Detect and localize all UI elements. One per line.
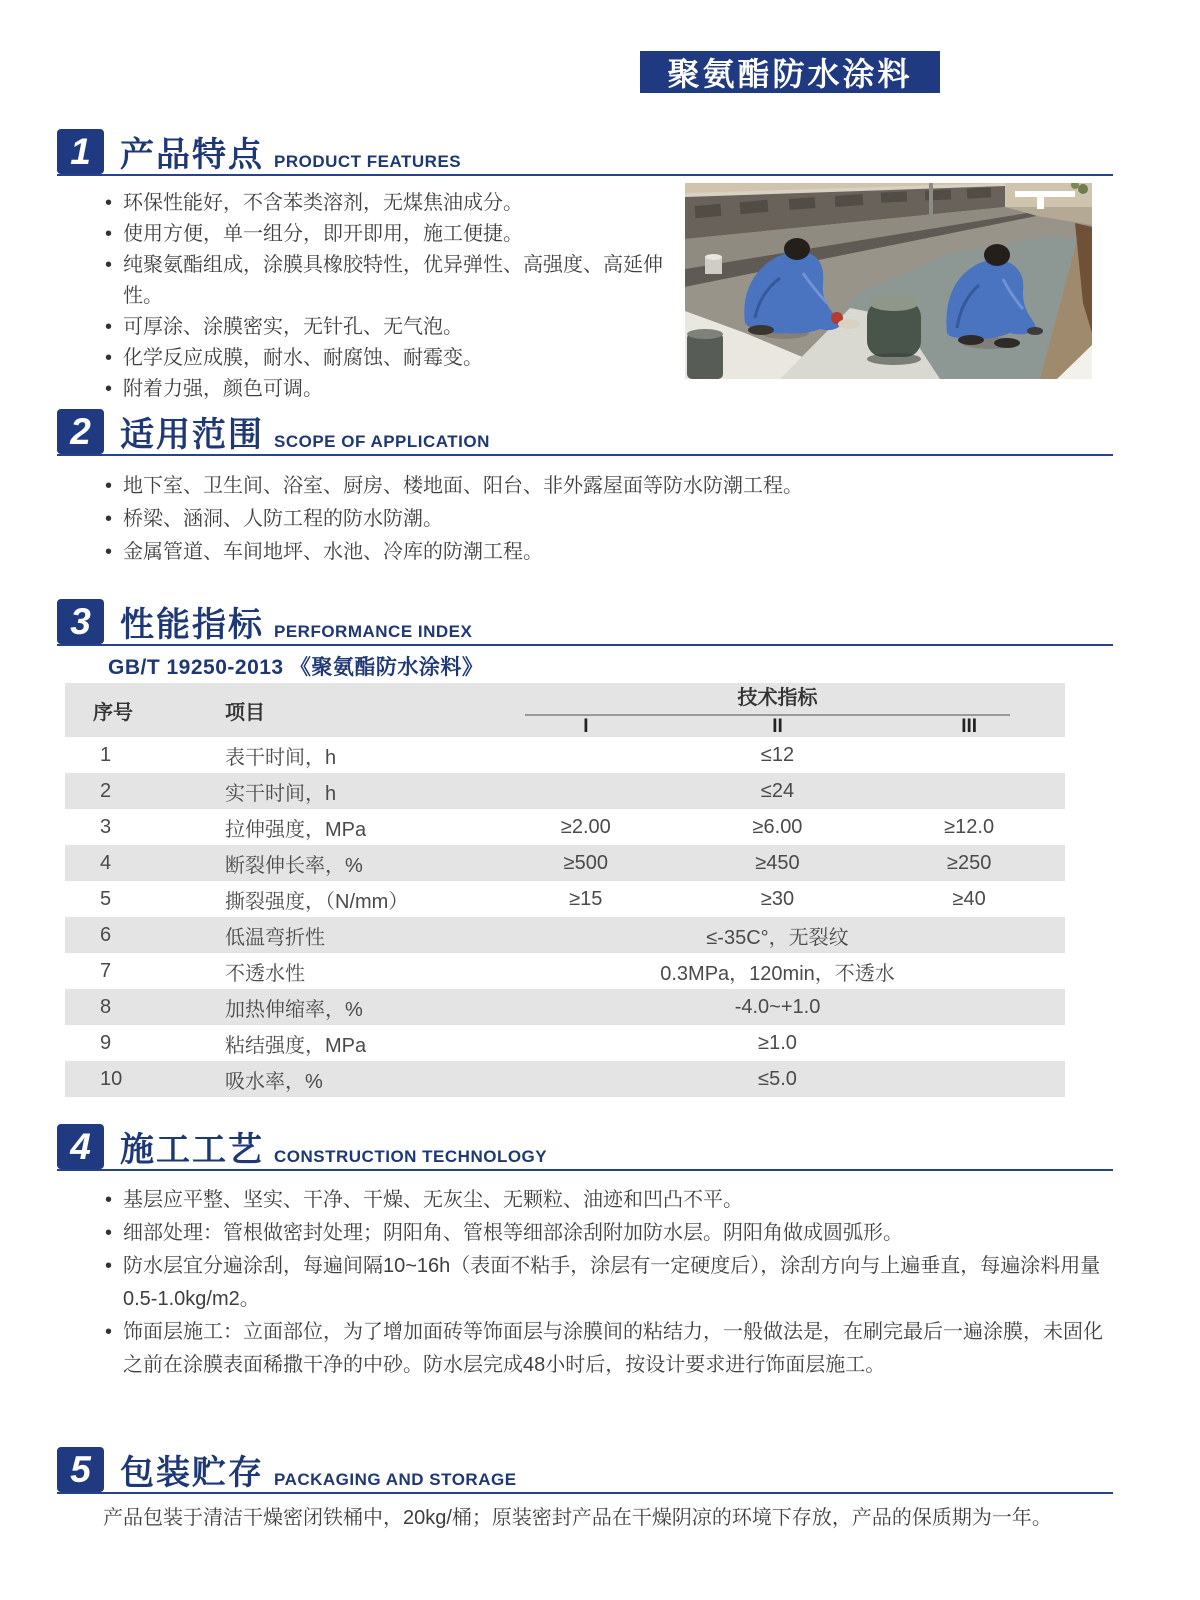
list-item: • 附着力强，颜色可调。 bbox=[103, 374, 688, 405]
packaging-description: 产品包装于清洁干燥密闭铁桶中，20kg/桶；原装密封产品在干燥阴凉的环境下存放，产品的保质期为一年。 bbox=[103, 1507, 1052, 1529]
section-subtitle-en: PRODUCT FEATURES bbox=[274, 152, 462, 171]
section-number-badge: 3 bbox=[57, 599, 104, 644]
list-item: • 桥梁、涵洞、人防工程的防水防潮。 bbox=[103, 503, 1003, 536]
section-subtitle-en: SCOPE OF APPLICATION bbox=[274, 432, 490, 451]
foliage bbox=[1078, 184, 1088, 194]
table-row: 7 不透水性 0.3MPa，120min，不透水 bbox=[100, 959, 895, 985]
list-item: • 环保性能好，不含苯类溶剂，无煤焦油成分。 bbox=[103, 188, 688, 219]
barrel bbox=[867, 295, 921, 365]
section-title: 包装贮存 bbox=[120, 1454, 264, 1492]
table-row: 5 撕裂强度，（N/mm） ≥15 ≥30 ≥40 bbox=[100, 887, 986, 913]
section-number-badge: 1 bbox=[57, 129, 104, 174]
construction-workers-photo bbox=[685, 183, 1092, 379]
list-item: • 使用方便，单一组分，即开即用，施工便捷。 bbox=[103, 219, 688, 250]
list-item: • 纯聚氨酯组成，涂膜具橡胶特性，优异弹性、高强度、高延伸性。 bbox=[103, 250, 688, 312]
section-performance-header bbox=[57, 599, 1113, 646]
section-number-badge: 4 bbox=[57, 1124, 104, 1169]
list-item: • 防水层宜分遍涂刮，每遍间隔10~16h（表面不粘手，涂层有一定硬度后），涂刮方向与上遍垂直，每遍涂料用量 0.5-1.0kg/m2。 bbox=[103, 1250, 1118, 1316]
pole bbox=[929, 183, 933, 219]
section-subtitle-en: CONSTRUCTION TECHNOLOGY bbox=[274, 1147, 548, 1166]
page-title: 聚氨酯防水涂料 bbox=[640, 51, 940, 93]
table-row: 9 粘结强度，MPa ≥1.0 bbox=[100, 1031, 797, 1057]
applicator-pad bbox=[838, 319, 860, 329]
list-item: • 金属管道、车间地坪、水池、冷库的防潮工程。 bbox=[103, 536, 1003, 569]
table-row: 3 拉伸强度，MPa ≥2.00 ≥6.00 ≥12.0 bbox=[100, 815, 995, 841]
section-title: 产品特点 bbox=[120, 136, 264, 174]
table-row: 1 表干时间，h ≤12 bbox=[100, 743, 795, 769]
performance-index-table bbox=[65, 683, 1065, 1097]
standard-reference: GB/T 19250-2013 《聚氨酯防水涂料》 bbox=[108, 656, 484, 679]
construction-list bbox=[103, 1184, 1118, 1382]
column-header-item: 项目 bbox=[225, 702, 265, 724]
section-title: 适用范围 bbox=[120, 416, 264, 454]
column-header-no: 序号 bbox=[93, 702, 133, 724]
tech-index-group-label: 技术指标 bbox=[737, 687, 818, 709]
section-scope-header bbox=[57, 409, 1113, 456]
table-row: 2 实干时间，h ≤24 bbox=[65, 773, 1065, 809]
list-item: • 基层应平整、坚实、干净、干燥、无灰尘、无颗粒、油迹和凹凸不平。 bbox=[103, 1184, 1118, 1217]
features-list bbox=[103, 188, 688, 405]
section-number-badge: 2 bbox=[57, 409, 104, 454]
type-column-label: II bbox=[772, 716, 783, 737]
section-title: 施工工艺 bbox=[120, 1131, 264, 1169]
section-construction-header bbox=[57, 1124, 1113, 1171]
section-features-header bbox=[57, 129, 1113, 176]
table-row: 8 加热伸缩率，% -4.0~+1.0 bbox=[65, 989, 1065, 1025]
table-row: 6 低温弯折性 ≤-35C°，无裂纹 bbox=[65, 917, 1065, 953]
list-item: • 饰面层施工：立面部位，为了增加面砖等饰面层与涂膜间的粘结力，一般做法是，在刷完最后一遍涂膜，未固化之前在涂膜表面稀撒干净的中砂。防水层完成48小时后，按设计要求进行饰面层施工。 bbox=[103, 1316, 1118, 1382]
column-header-tech bbox=[490, 683, 1065, 738]
table-header bbox=[65, 683, 1065, 737]
section-packaging-header bbox=[57, 1447, 1113, 1494]
section-title: 性能指标 bbox=[120, 606, 264, 644]
list-item: • 可厚涂、涂膜密实，无针孔、无气泡。 bbox=[103, 312, 688, 343]
list-item: • 细部处理：管根做密封处理；阴阳角、管根等细部涂刮附加防水层。阴阳角做成圆弧形。 bbox=[103, 1217, 1118, 1250]
type-column-label: III bbox=[961, 716, 978, 737]
table-row: 10 吸水率，% ≤5.0 bbox=[65, 1061, 1065, 1097]
photo-illustration bbox=[685, 183, 1092, 379]
table-row: 4 断裂伸长率，% ≥500 ≥450 ≥250 bbox=[65, 845, 1065, 881]
paint-bucket bbox=[705, 254, 722, 274]
list-item: • 地下室、卫生间、浴室、厨房、楼地面、阳台、非外露屋面等防水防潮工程。 bbox=[103, 470, 1003, 503]
list-item: • 化学反应成膜，耐水、耐腐蚀、耐霉变。 bbox=[103, 343, 688, 374]
section-subtitle-en: PACKAGING AND STORAGE bbox=[274, 1470, 517, 1489]
section-subtitle-en: PERFORMANCE INDEX bbox=[274, 622, 473, 641]
section-number-badge: 5 bbox=[57, 1447, 104, 1492]
scope-list bbox=[103, 470, 1003, 569]
dark-bucket bbox=[687, 329, 723, 379]
hand-tool bbox=[1027, 327, 1043, 335]
type-column-label: I bbox=[583, 716, 589, 737]
